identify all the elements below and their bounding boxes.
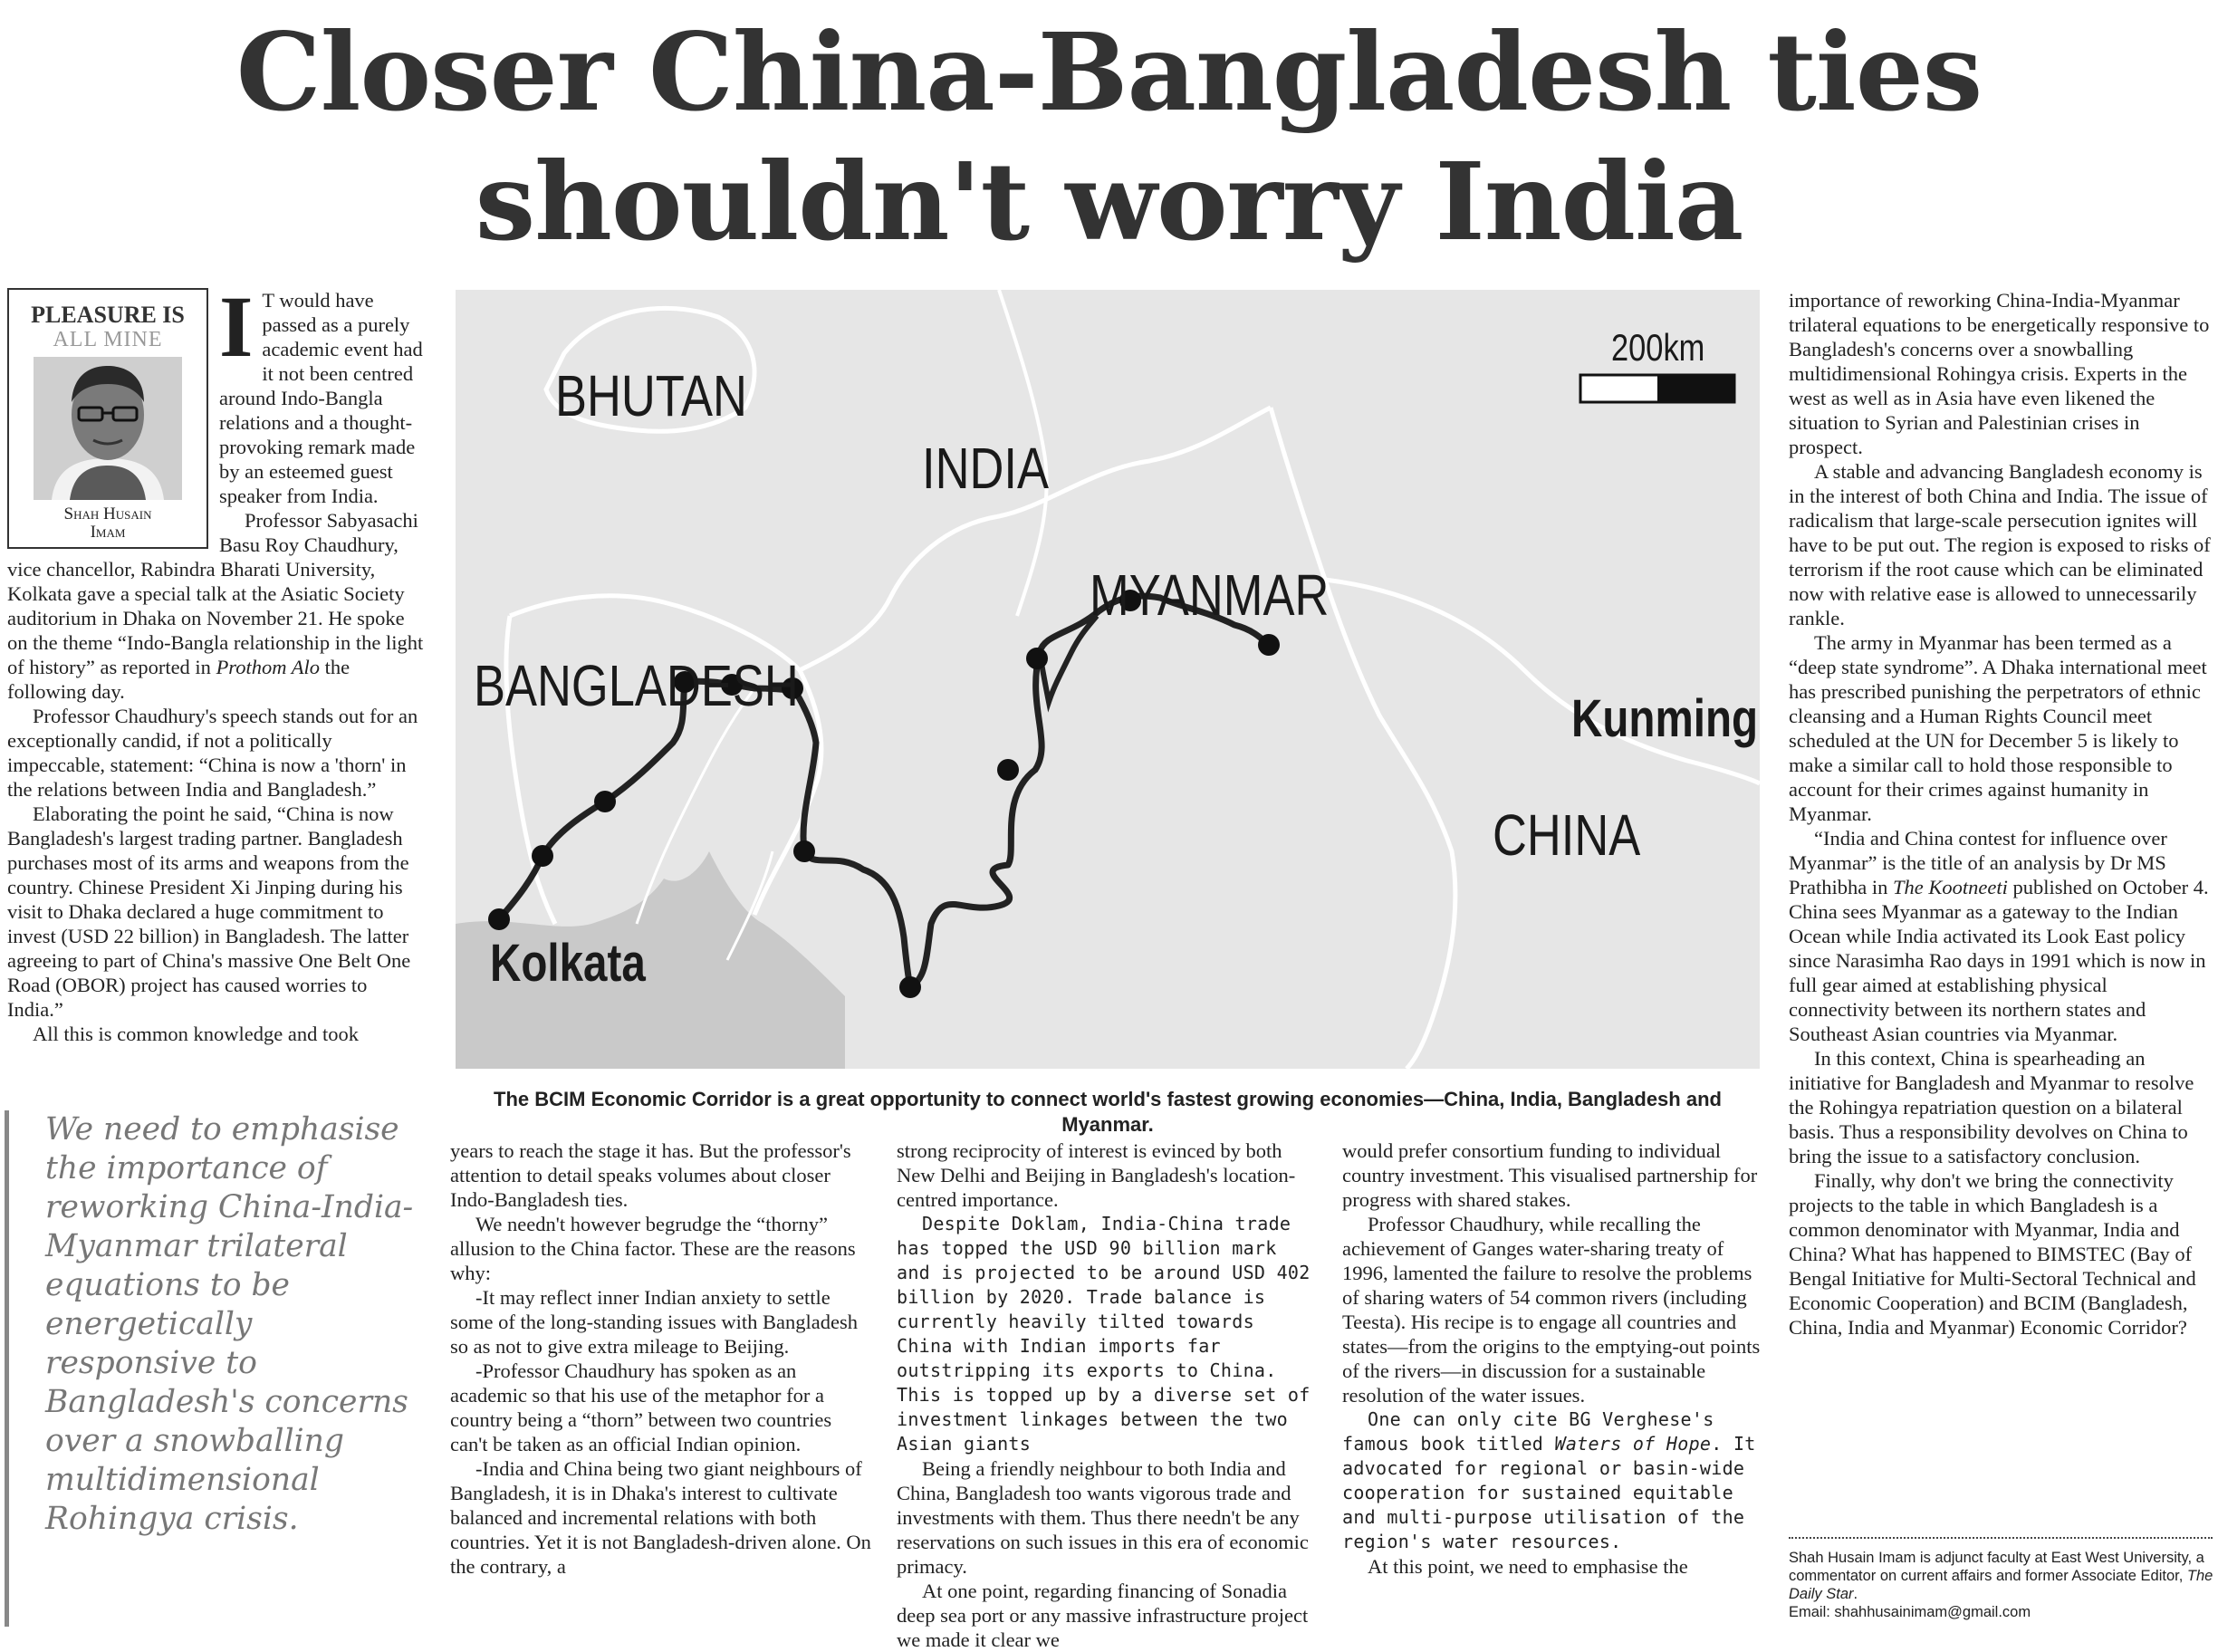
mono-text-block — [1342, 1407, 1762, 1554]
paragraph: Professor Sabyasachi Basu Roy Chaudhury, vice chancellor, Rabindra Bharati University, Kolkata gave a special talk at the Asiatic Society auditorium in Dhaka on November 21. He spoke on the theme “Indo-Bangla relationship in the light of history” as reported in Prothom Alo the following day. — [7, 509, 424, 703]
map-scale-label: 200km — [1611, 326, 1705, 369]
headline-line1: Closer China-Bangladesh ties — [235, 9, 1983, 135]
article-column-2 — [450, 1138, 871, 1632]
paragraph: -Professor Chaudhury has spoken as an academic so that his use of the metaphor for a country being a “thorn” between two countries can't be taken as an official Indian opinion. — [450, 1359, 832, 1455]
route-node — [488, 908, 510, 930]
map-label-kunming: Kunming — [1571, 689, 1759, 748]
article-column-3 — [897, 1138, 1315, 1651]
paragraph: Being a friendly neighbour to both India and China, Bangladesh too wants vigorous trade and investments with them. Thus there needn't be any reservations on such issues in this era of economic primacy. — [897, 1457, 1309, 1578]
column-subtitle: ALL MINE — [53, 328, 163, 351]
drop-cap: I — [219, 278, 254, 375]
author-bio: Shah Husain Imam is adjunct faculty at East West University, a commentator on current affairs and former Associate Editor, The Daily Star. Email: shahhusainimam@gmail.com — [1789, 1550, 2213, 1620]
route-node — [899, 976, 921, 998]
paragraph: A stable and advancing Bangladesh economy is in the interest of both China and India. The issue of radicalism that large-scale persecution ignites will have to be put out. The region is exposed to risks of terrorism if the root cause which can be eliminated now with relative ease is allowed to unnecessarily rankle. — [1789, 460, 2211, 629]
route-node — [1258, 634, 1280, 656]
paragraph: -It may reflect inner Indian anxiety to settle some of the long-standing issues with Bangladesh so as not to give extra mileage to Beijing. — [450, 1286, 858, 1358]
paragraph: Despite Doklam, India-China trade has topped the USD 90 billion mark and is projected to be around USD 402 billion by 2020. Trade balance is currently heavily tilted towards China with Indian imports far outstripping its exports to China. This is topped up by a diverse set of investment linkages between the two Asian giants — [897, 1213, 1311, 1455]
map-label-bangladesh: BANGLADESH — [474, 653, 799, 718]
paragraph: Elaborating the point he said, “China is now Bangladesh's largest trading partner. Bangladesh purchases most of its arms and weapons from the country. Chinese President Xi Jinping during his visit to Dhaka declared a huge commitment to invest (USD 22 billion) in Bangladesh. The latter agreeing to part of China's massive One Belt One Road (OBOR) project has caused worries to India.” — [7, 802, 411, 1021]
paragraph: “India and China contest for influence over Myanmar” is the title of an analysis by Dr MS Prathibha in The Kootneeti published on October 4. China sees Myanmar as a gateway to the Indian Ocean while India activated its Look East policy since Narasimha Rao days in 1991 which is now in full gear aimed at establishing physical connectivity between its northern states and Southeast Asian countries via Myanmar. — [1789, 827, 2209, 1045]
pull-quote: We need to emphasise the importance of reworking China-India-Myanmar trilateral equations to be energetically responsive to Bangladesh's concerns over a snowballing multidimensional Rohingya crisis. — [5, 1110, 426, 1627]
author-name: Shah Husain Imam — [63, 504, 152, 542]
paragraph: In this context, China is spearheading an initiative for Bangladesh and Myanmar to resolve the Rohingya repatriation question on a bilateral basis. Thus a responsibility devolves on China to bring the issue to a satisfactory conclusion. — [1789, 1047, 2194, 1167]
paragraph: At one point, regarding financing of Sonadia deep sea port or any massive infrastructure project we made it clear we — [897, 1580, 1309, 1651]
bio-divider — [1789, 1537, 2213, 1539]
map-caption: The BCIM Economic Corridor is a great opportunity to connect world's fastest growing economies—China, India, Bangladesh and Myanmar. — [494, 1088, 1722, 1136]
map-label-china: CHINA — [1493, 802, 1641, 868]
paragraph: All this is common knowledge and took — [33, 1023, 359, 1045]
map-label-myanmar: MYANMAR — [1090, 562, 1330, 628]
mono-text-block — [897, 1212, 1315, 1456]
column-title: PLEASURE IS — [31, 302, 185, 328]
article-column-1 — [7, 278, 427, 1103]
map-label-kolkata: Kolkata — [490, 934, 646, 993]
paragraph: At this point, we need to emphasise the — [1368, 1555, 1688, 1578]
column-header-box — [7, 288, 208, 549]
article-column-5 — [1789, 288, 2213, 1556]
paragraph: I T would have passed as a purely academic event had it not been centred around Indo-Bangla relations and a thought-provoking remark made by an esteemed guest speaker from India. — [219, 278, 423, 507]
bcim-map — [456, 290, 1760, 1069]
paragraph: years to reach the stage it has. But the professor's attention to detail speaks volumes about closer Indo-Bangladesh ties. — [450, 1139, 851, 1211]
route-node — [532, 845, 553, 867]
route-node — [997, 759, 1019, 781]
article-column-4 — [1342, 1138, 1762, 1632]
map-label-india: INDIA — [922, 436, 1049, 501]
author-photo — [34, 357, 182, 500]
paragraph: The army in Myanmar has been termed as a “deep state syndrome”. A Dhaka international meet has prescribed punishing the perpetrators of ethnic cleansing and a Human Rights Council meet scheduled at the UN for December 5 is likely to make a similar call to hold those responsible to account for their crimes against humanity in Myanmar. — [1789, 631, 2207, 825]
paragraph: would prefer consortium funding to individual country investment. This visualised partnership for progress with shared stakes. — [1342, 1139, 1758, 1211]
paragraph: strong reciprocity of interest is evinced by both New Delhi and Beijing in Bangladesh's location-centred importance. — [897, 1139, 1296, 1211]
paragraph: Finally, why don't we bring the connectivity projects to the table in which Bangladesh is a common denominator with Myanmar, India and China? What has happened to BIMSTEC (Bay of Bengal Initiative for Multi-Sectoral Technical and Economic Cooperation) and BCIM (Bangladesh, China, India and Myanmar) Economic Corridor? — [1789, 1169, 2196, 1339]
paragraph: importance of reworking China-India-Myanmar trilateral equations to be energetically responsive to Bangladesh's concerns over a snowballing multidimensional Rohingya crisis. Experts in the west as well as in Asia have even likened the situation to Syrian and Palestinian crises in prospect. — [1789, 289, 2210, 458]
map-label-bhutan: BHUTAN — [555, 363, 747, 428]
route-node — [793, 840, 815, 862]
headline-line2: shouldn't worry India — [475, 139, 1743, 264]
headline — [0, 0, 2218, 266]
paragraph: Professor Chaudhury, while recalling the achievement of Ganges water-sharing treaty of 1996, lamented the failure to resolve the problems of sharing waters of 54 common rivers (including Teesta). His recipe is to engage all countries and states—from the origins to the emptying-out points of the rivers—in discussion for a sustainable resolution of the water issues. — [1342, 1213, 1761, 1407]
paragraph: One can only cite BG Verghese's famous book titled Waters of Hope. It advocated for regional or basin-wide cooperation for sustained equitable and multi-purpose utilisation of the region's water resources. — [1342, 1408, 1756, 1552]
route-node — [594, 791, 616, 812]
route-node — [1026, 648, 1048, 669]
paragraph: -India and China being two giant neighbours of Bangladesh, it is in Dhaka's interest to cultivate balanced and incremental relations with both countries. Yet it is not Bangladesh-driven alone. On the contrary, a — [450, 1457, 871, 1578]
paragraph: We needn't however begrudge the “thorny” allusion to the China factor. These are the reasons why: — [450, 1213, 856, 1284]
author-email: Email: shahhusainimam@gmail.com — [1789, 1604, 2031, 1620]
paragraph: Professor Chaudhury's speech stands out for an exceptionally candid, if not a politically impeccable, statement: “China is now a 'thorn' in the relations between India and Bangladesh.” — [7, 705, 418, 801]
